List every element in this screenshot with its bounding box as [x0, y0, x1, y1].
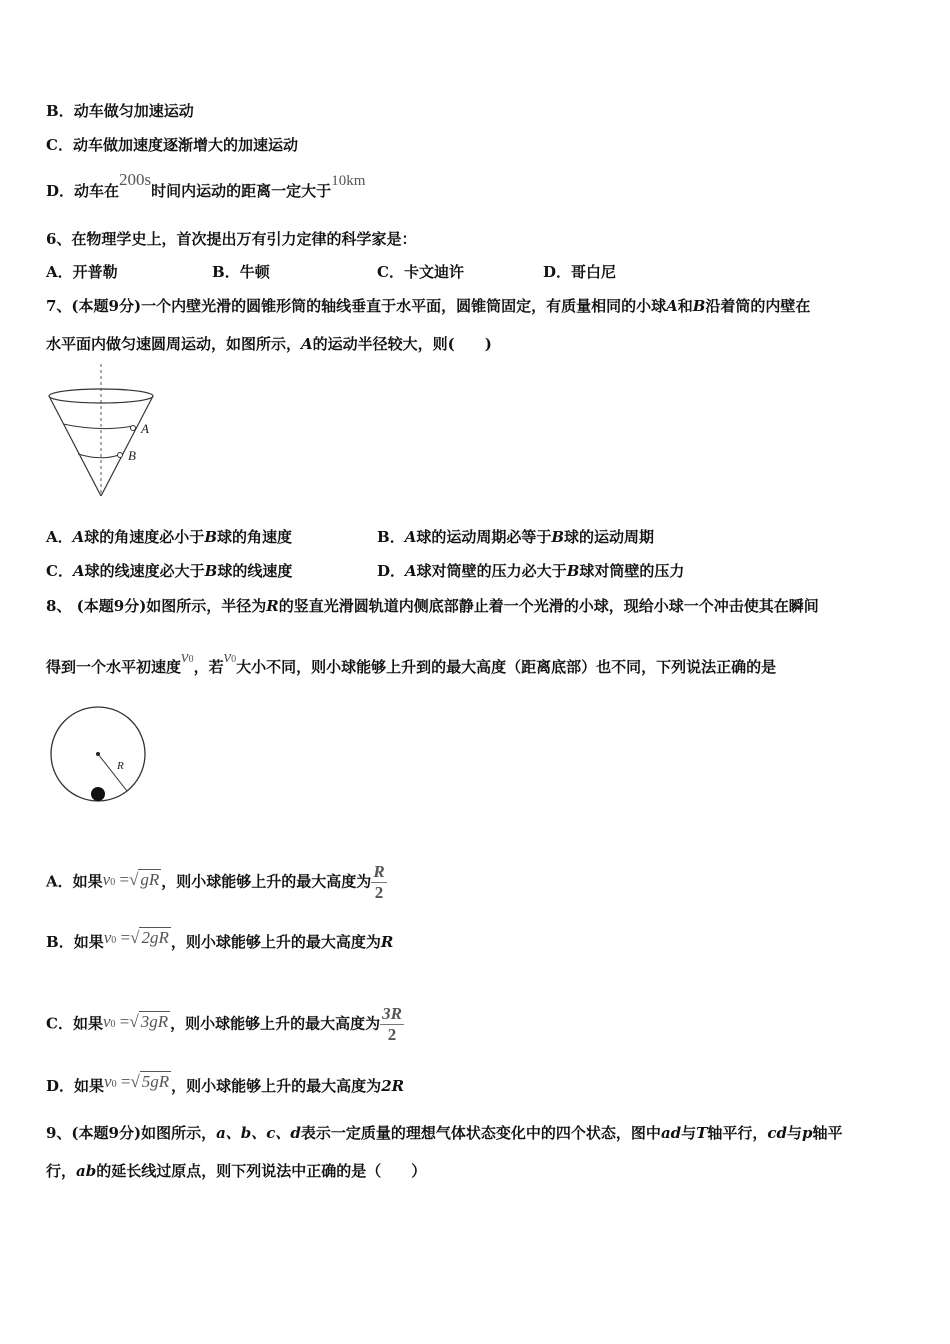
q8-stem-line1: 8、 (本题9分)如图所示，半径为R的竖直光滑圆轨道内侧底部静止着一个光滑的小球，现给小球一个冲击使其在瞬间: [46, 597, 819, 615]
label-b: B: [128, 448, 136, 463]
q9-stem-line2: 行，ab的延长线过原点，则下列说法中正确的是（ ）: [46, 1162, 427, 1180]
q8-option-a: A．如果v0 =√ gR ，则小球能够上升的最大高度为 $\frac{R}{2}$: [46, 862, 385, 902]
q5-option-c: C．动车做加速度逐渐增大的加速运动: [46, 136, 298, 154]
option-text: 动车做加速度逐渐增大的加速运动: [72, 136, 298, 154]
label-r: R: [117, 760, 124, 772]
orbit-b: [78, 454, 119, 458]
q7-stem-line1: 7、(本题9分)一个内壁光滑的圆锥形筒的轴线垂直于水平面，圆锥筒固定，有质量相同的小球A和B沿着筒的内壁在: [46, 297, 811, 315]
q8-stem-line2: 得到一个水平初速度v0，若v0大小不同，则小球能够上升到的最大高度（距离底部）也不同，下列说法正确的是: [46, 647, 777, 676]
option-text: 动车做匀加速运动: [73, 102, 194, 120]
q7-option-a: A．A球的角速度必小于B球的角速度: [46, 528, 293, 546]
q5-option-b: B．动车做匀加速运动: [46, 102, 194, 120]
ball-a: [131, 426, 136, 431]
cone-figure: [40, 362, 170, 502]
q6-option-d: D．哥白尼: [543, 263, 617, 281]
orbit-a: [63, 424, 133, 429]
option-letter: B: [46, 102, 59, 120]
q6-option-c: C．卡文迪许: [377, 263, 464, 281]
answer-fraction: $\frac{3R}{2}$: [382, 1004, 402, 1044]
math-time: 200s: [119, 170, 152, 189]
math-distance: 10km: [331, 173, 366, 189]
option-text: 动车在: [74, 182, 120, 200]
q6-option-b: B．牛顿: [212, 263, 270, 281]
cone-right-wall: [101, 396, 153, 496]
q6-option-a: A．开普勒: [46, 263, 118, 281]
q7-option-b: B．A球的运动周期必等于B球的运动周期: [377, 528, 655, 546]
cone-left-wall: [49, 396, 101, 496]
q7-option-c: C．A球的线速度必大于B球的线速度: [46, 562, 293, 580]
q7-stem-line2: 水平面内做匀速圆周运动，如图所示，A的运动半径较大，则( ): [46, 335, 492, 353]
q5-option-d: D．动车在200s时间内运动的距离一定大于10km: [46, 170, 366, 200]
ball: [91, 787, 105, 801]
answer-fraction: $\frac{R}{2}$: [373, 862, 385, 902]
q8-option-d: D．如果v0 =√ 5gR ，则小球能够上升的最大高度为2R: [46, 1072, 405, 1095]
label-a: A: [141, 421, 149, 436]
circle-track-figure: [46, 702, 156, 810]
option-letter: D: [46, 182, 60, 200]
q6-stem: 6、在物理学史上，首次提出万有引力定律的科学家是：: [46, 230, 417, 248]
q9-stem-line1: 9、(本题9分)如图所示，a、b、c、d表示一定质量的理想气体状态变化中的四个状态，图中ad与T轴平行，cd与p轴平: [46, 1124, 843, 1142]
option-text: 时间内运动的距离一定大于: [151, 182, 332, 200]
ball-b: [118, 453, 123, 458]
q7-option-d: D．A球对筒壁的压力必大于B球对筒壁的压力: [377, 562, 685, 580]
q8-option-c: C．如果v0 =√ 3gR ，则小球能够上升的最大高度为 $\frac{3R}{2}$: [46, 1004, 402, 1044]
q8-option-b: B．如果v0 =√ 2gR ，则小球能够上升的最大高度为R: [46, 928, 394, 951]
option-letter: C: [46, 136, 58, 154]
